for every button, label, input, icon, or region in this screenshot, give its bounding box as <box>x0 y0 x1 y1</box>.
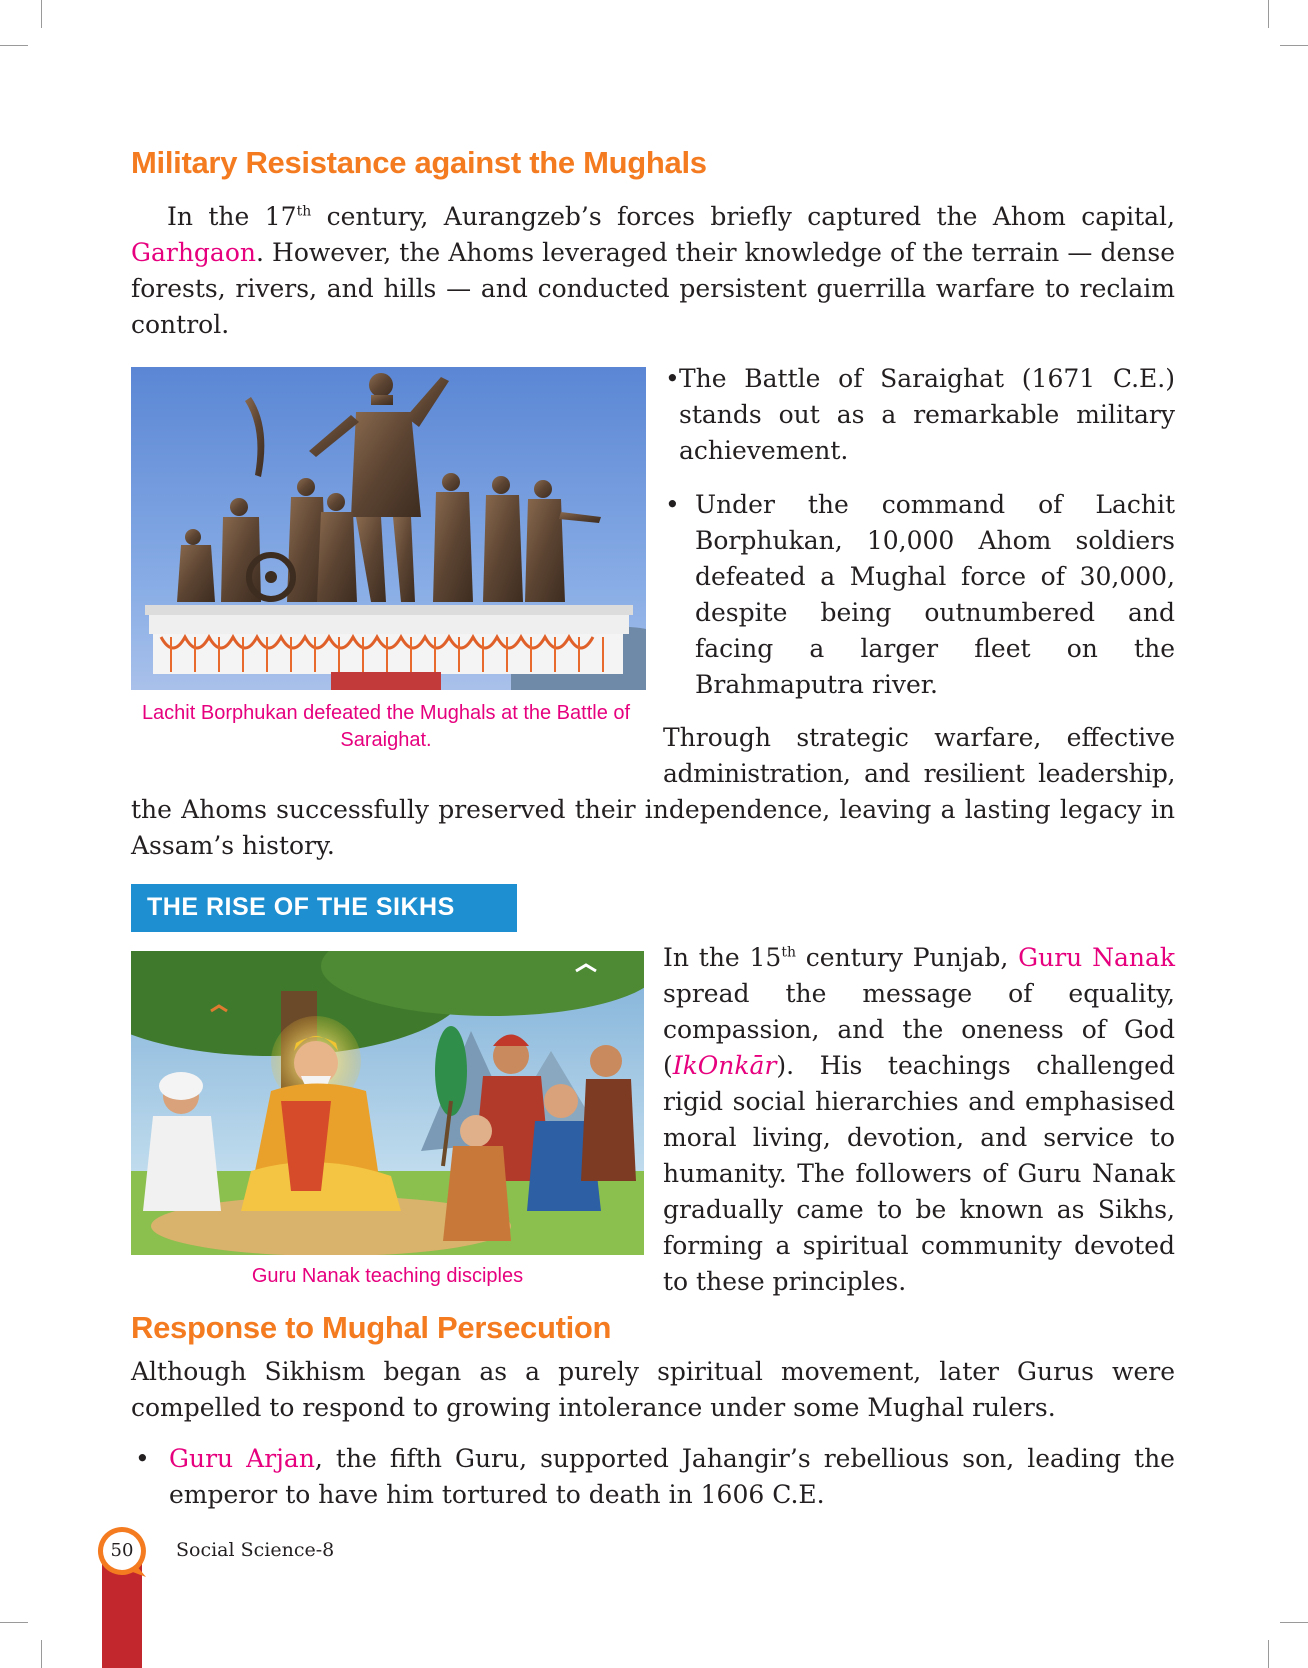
guru-nanak-caption: Guru Nanak teaching disciples <box>251 1265 524 1287</box>
crop-mark <box>1280 1622 1308 1623</box>
crop-mark <box>0 1622 28 1623</box>
closing-line-1: Through strategic warfare, effective <box>663 723 1175 752</box>
bullet-guru-arjan <box>131 1441 1175 1521</box>
garhgaon-highlight: Garhgaon <box>131 238 256 267</box>
guru-nanak-paragraph: In the 15th century Punjab, Guru Nanak spread the message of equality, compassion, and the oneness of God (IkOnkār). His teachings challenged rigid social hierarchies and emphasised moral living, devotion, and service to humanity. The followers of Guru Nanak gradually came to be known as Sikhs, forming a spiritual community devoted to these principles. <box>663 943 1175 1296</box>
bullet-text: Under the command of Lachit Borphukan, 10,000 Ahom soldiers defeated a Mughal force of 30,000, despite being outnumbered and facing a larger fleet on the Brahmaputra river. <box>695 490 1175 699</box>
bullet-symbol: • <box>665 364 680 393</box>
crop-mark <box>41 0 42 28</box>
bullet-text: The Battle of Saraighat (1671 C.E.) stands out as a remarkable military achievement. <box>679 364 1175 465</box>
section-heading-military-resistance: Military Resistance against the Mughals <box>131 145 707 180</box>
persecution-intro-paragraph: Although Sikhism began as a purely spiritual movement, later Gurus were compelled to respond to growing intolerance under some Mughal rulers. <box>131 1357 1175 1422</box>
rise-of-sikhs-banner <box>131 884 517 932</box>
book-title: Social Science-8 <box>176 1539 335 1561</box>
page-number: 50 <box>110 1540 134 1561</box>
guru-nanak-painting <box>131 951 644 1255</box>
bullet-battle-of-saraighat <box>665 361 1175 471</box>
banner-title: THE RISE OF THE SIKHS <box>147 893 455 921</box>
statue-illustration <box>131 367 646 690</box>
crop-mark <box>0 45 28 46</box>
bullet-lachit-command <box>665 487 1175 707</box>
bullet-text: Guru Arjan, the fifth Guru, supported Jahangir’s rebellious son, leading the emperor to have him tortured to death in 1606 C.E. <box>169 1444 1175 1509</box>
crop-mark <box>1268 1640 1269 1668</box>
lachit-statue-image <box>131 367 646 690</box>
crop-mark <box>1268 0 1269 28</box>
statue-caption: Lachit Borphukan defeated the Mughals at the Battle of Saraighat. <box>141 702 631 751</box>
guru-nanak-illustration <box>131 951 644 1255</box>
crop-mark <box>1280 45 1308 46</box>
intro-paragraph: In the 17th century, Aurangzeb’s forces briefly captured the Ahom capital, Garhgaon. However, the Ahoms leveraged their knowledge of the terrain — dense forests, rivers, and hills — and conducted persistent guerrilla warfare to reclaim control. <box>131 202 1175 339</box>
guru-nanak-highlight: Guru Nanak <box>1018 943 1175 972</box>
section-heading-response-to-persecution: Response to Mughal Persecution <box>131 1310 612 1345</box>
bullet-symbol: • <box>665 490 680 519</box>
crop-mark <box>41 1640 42 1668</box>
closing-paragraph-rest: the Ahoms successfully preserved their independence, leaving a lasting legacy in Assam’s history. <box>131 795 1175 860</box>
guru-arjan-highlight: Guru Arjan <box>169 1444 315 1473</box>
ikonkar-highlight: IkOnkār <box>672 1051 777 1080</box>
page-footer <box>96 1525 346 1668</box>
bullet-symbol: • <box>135 1444 150 1473</box>
closing-line-2: administration, and resilient leadership, <box>663 759 1175 788</box>
